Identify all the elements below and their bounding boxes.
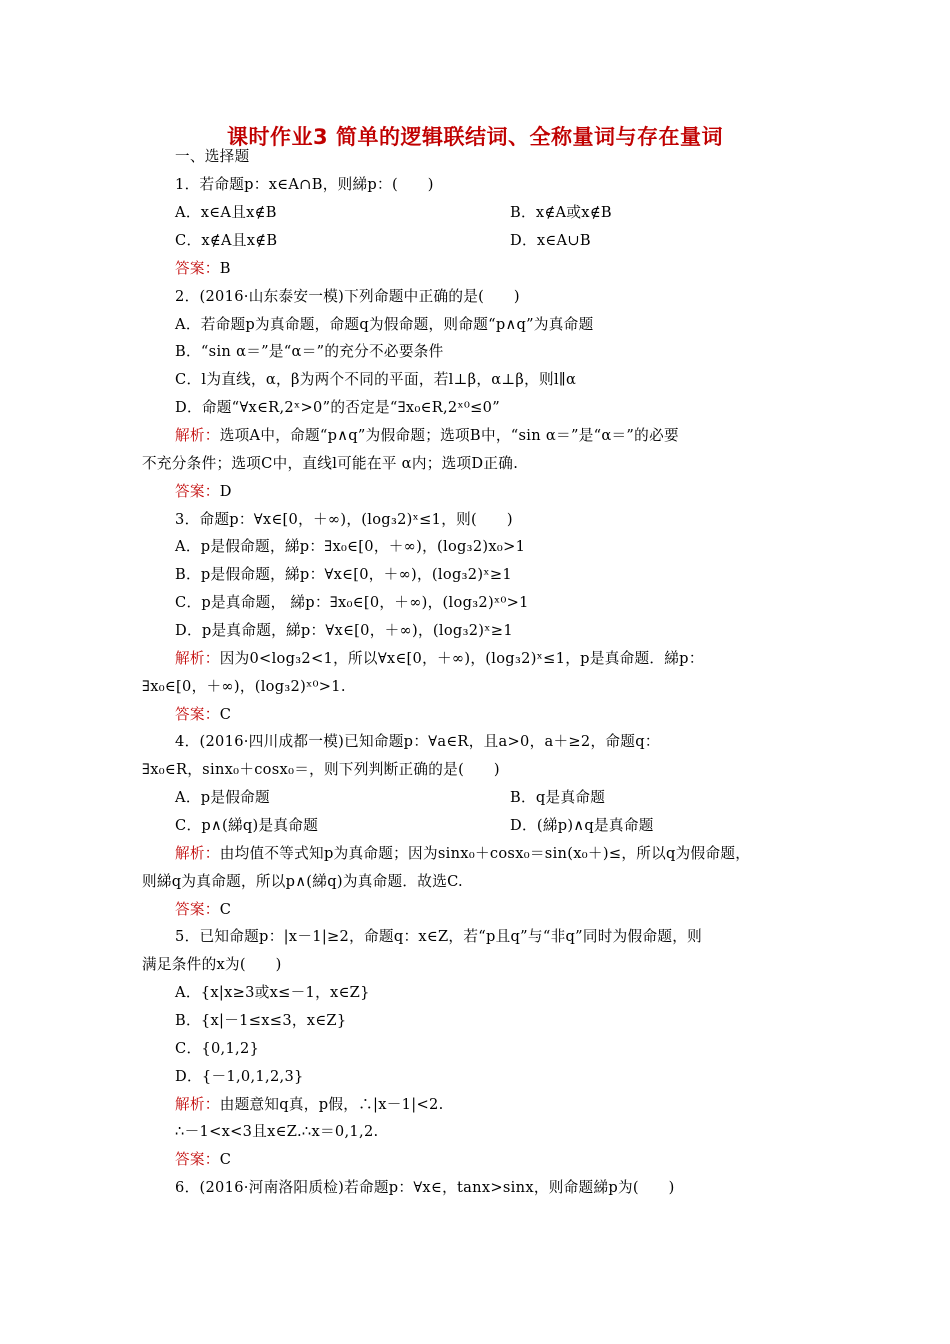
text-line xyxy=(175,342,444,362)
line-text: A．若命题p为真命题，命题q为假命题，则命题“p∧q”为真命题 xyxy=(175,316,594,333)
text-line xyxy=(142,454,518,474)
text-line xyxy=(175,1178,675,1198)
text-line xyxy=(175,1122,378,1142)
line-text: 满足条件的x为( ) xyxy=(142,956,282,973)
page-title: 课时作业3 简单的逻辑联结词、全称量词与存在量词 xyxy=(227,125,723,149)
line-text: D．x∈A∪B xyxy=(510,232,591,249)
text-line xyxy=(175,537,525,557)
text-line xyxy=(175,649,704,669)
analysis-label: 解析： xyxy=(175,1096,220,1113)
analysis-label: 解析： xyxy=(175,650,220,667)
text-line xyxy=(175,705,231,725)
text-line xyxy=(175,426,679,446)
line-text: A．p是假命题，綈p：∃x₀∈[0，＋∞)，(log₃2)x₀>1 xyxy=(175,538,526,555)
line-text: 6．(2016·河南洛阳质检)若命题p：∀x∈，tanx>sinx，则命题綈p为( ) xyxy=(175,1179,675,1196)
line-text: A．p是假命题 xyxy=(175,789,270,806)
line-text: C．l为直线，α，β为两个不同的平面，若l⊥β，α⊥β，则l∥α xyxy=(175,371,577,388)
line-text: 4．(2016·四川成都一模)已知命题p：∀a∈R，且a>0，a＋≥2，命题q： xyxy=(175,733,660,750)
line-text: 一、选择题 xyxy=(175,148,250,165)
answer-label: 答案： xyxy=(175,483,220,500)
line-text: ∃x₀∈[0，＋∞)，(log₃2)ˣ⁰>1. xyxy=(142,678,346,695)
text-line xyxy=(175,1067,304,1087)
line-text: D．(綈p)∧q是真命题 xyxy=(510,817,654,834)
text-line xyxy=(175,1095,444,1115)
text-line xyxy=(175,621,513,641)
text-line xyxy=(510,203,612,223)
line-text: B xyxy=(219,260,231,277)
line-text: C．p∧(綈q)是真命题 xyxy=(175,817,319,834)
analysis-label: 解析： xyxy=(175,845,220,862)
answer-label: 答案： xyxy=(175,706,220,723)
line-text: ∃x₀∈R，sinx₀＋cosx₀＝，则下列判断正确的是( ) xyxy=(142,761,500,778)
line-text: C．{0,1,2} xyxy=(175,1040,260,1057)
line-text: A．{x|x≥3或x≤－1，x∈Z} xyxy=(175,984,370,1001)
line-text: B．p是假命题，綈p：∀x∈[0，＋∞)，(log₃2)ˣ≥1 xyxy=(175,566,512,583)
line-text: B．q是真命题 xyxy=(510,789,606,806)
text-line xyxy=(175,175,434,195)
line-text: B．x∉A或x∉B xyxy=(510,204,612,221)
text-line xyxy=(510,788,605,808)
text-line xyxy=(175,1011,346,1031)
line-text: 由题意知q真，p假，∴|x－1|<2. xyxy=(219,1096,444,1113)
text-line xyxy=(175,593,529,613)
line-text: 5．已知命题p：|x－1|≥2，命题q：x∈Z，若“p且q”与“非q”同时为假命题，则 xyxy=(175,928,703,945)
text-line xyxy=(175,482,232,502)
text-line xyxy=(175,1150,231,1170)
text-line xyxy=(175,203,277,223)
line-text: ∴－1<x<3且x∈Z.∴x＝0,1,2. xyxy=(175,1123,379,1140)
line-text: C xyxy=(219,901,232,918)
text-line xyxy=(175,315,593,335)
line-text: D xyxy=(219,483,232,500)
line-text: D．{－1,0,1,2,3} xyxy=(175,1068,304,1085)
text-line xyxy=(175,788,270,808)
text-line xyxy=(175,565,512,585)
line-text: 选项A中，命题“p∧q”为假命题；选项B中，“sin α＝”是“α＝”的必要 xyxy=(219,427,679,444)
line-text: C．x∉A且x∉B xyxy=(175,232,278,249)
line-text: C xyxy=(219,706,232,723)
text-line xyxy=(175,147,249,167)
line-text: D．命题“∀x∈R,2ˣ>0”的否定是“∃x₀∈R,2ˣ⁰≤0” xyxy=(175,399,501,416)
text-line xyxy=(175,927,702,947)
line-text: 3．命题p：∀x∈[0，＋∞)，(log₃2)ˣ≤1，则( ) xyxy=(175,511,513,528)
line-text: B．“sin α＝”是“α＝”的充分不必要条件 xyxy=(175,343,444,360)
text-line xyxy=(175,816,318,836)
text-line xyxy=(175,231,277,251)
line-text: A．x∈A且x∉B xyxy=(175,204,277,221)
text-line xyxy=(142,677,346,697)
answer-label: 答案： xyxy=(175,901,220,918)
text-line xyxy=(175,259,231,279)
text-line xyxy=(510,231,591,251)
text-line xyxy=(175,844,750,864)
line-text: 则綈q为真命题，所以p∧(綈q)为真命题．故选C. xyxy=(142,873,463,890)
line-text: C．p是真命题， 綈p：∃x₀∈[0，＋∞)，(log₃2)ˣ⁰>1 xyxy=(175,594,529,611)
line-text: 由均值不等式知p为真命题；因为sinx₀＋cosx₀＝sin(x₀＋)≤，所以q为假命题， xyxy=(219,845,751,862)
text-line xyxy=(175,370,576,390)
text-line xyxy=(142,955,282,975)
line-text: B．{x|－1≤x≤3，x∈Z} xyxy=(175,1012,347,1029)
text-line xyxy=(142,872,463,892)
text-line xyxy=(175,900,231,920)
answer-label: 答案： xyxy=(175,1151,220,1168)
text-line xyxy=(510,816,654,836)
text-line xyxy=(175,1039,259,1059)
analysis-label: 解析： xyxy=(175,427,220,444)
text-line xyxy=(175,398,500,418)
answer-label: 答案： xyxy=(175,260,220,277)
text-line xyxy=(175,983,370,1003)
text-line xyxy=(175,287,520,307)
line-text: C xyxy=(219,1151,232,1168)
line-text: 1．若命题p：x∈A∩B，则綈p：( ) xyxy=(175,176,434,193)
line-text: 因为0<log₃2<1，所以∀x∈[0，＋∞)，(log₃2)ˣ≤1，p是真命题．綈p： xyxy=(219,650,704,667)
line-text: 2．(2016·山东泰安一模)下列命题中正确的是( ) xyxy=(175,288,520,305)
line-text: D．p是真命题，綈p：∀x∈[0，＋∞)，(log₃2)ˣ≥1 xyxy=(175,622,513,639)
text-line xyxy=(175,732,660,752)
text-line xyxy=(142,760,500,780)
text-line xyxy=(175,510,513,530)
line-text: 不充分条件；选项C中，直线l可能在平 α内；选项D正确. xyxy=(142,455,519,472)
